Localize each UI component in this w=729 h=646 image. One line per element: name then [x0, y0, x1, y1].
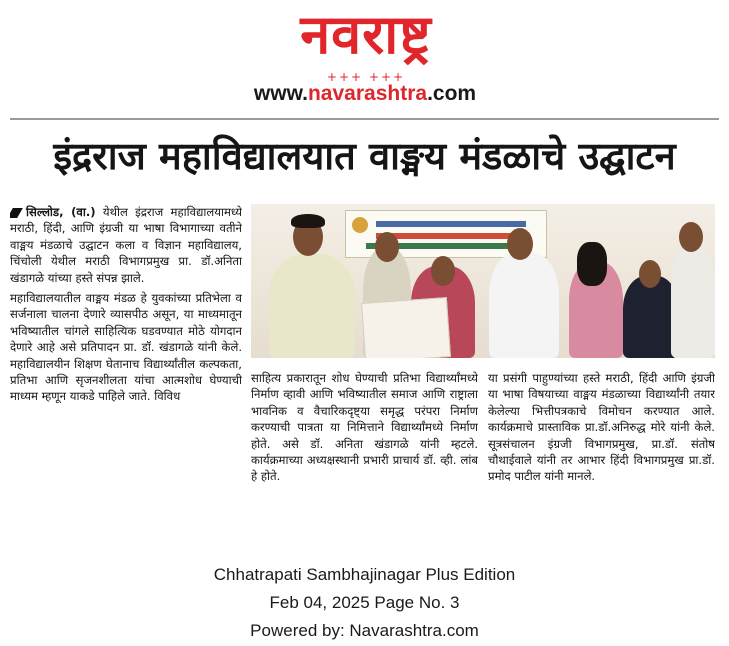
- article-column-3: या प्रसंगी पाहुण्यांच्या हस्ते मराठी, हिंदी आणि इंग्रजी या भाषा विषयाच्या वाङ्मय मंडळाच्या विद्यार्थ्यांनी तयार केलेल्या भित्तीपत्रकाचे विमोचन करण्यात आले. कार्यक्रमाचे प्रास्ताविक प्रा.डॉ.अनिरुद्ध मोरे यांनी केले. सूत्रसंचालन इंग्रजी विभागप्रमुख, प्रा.डॉ. संतोष चौथाईवाले यांनी तर आभार हिंदी विभागप्रमुख प्रा.डॉ. प्रमोद पाटील यांनी मानले.: [488, 371, 715, 484]
- newspaper-logo: नवराष्ट्र: [300, 3, 432, 66]
- photo-head-4: [507, 228, 533, 260]
- site-url-suffix: .com: [427, 82, 477, 105]
- photo-person-1: [269, 254, 355, 358]
- photo-person-4: [489, 252, 559, 358]
- dateline: सिल्लोड, (वा.): [26, 205, 96, 219]
- dateline-marker-icon: [10, 208, 23, 218]
- logo-ornament: +++ +++: [326, 70, 406, 84]
- article-headline: इंद्रराज महाविद्यालयात वाङ्मय मंडळाचे उद्घाटन: [53, 134, 676, 178]
- photo-person-7: [671, 240, 715, 358]
- site-url-domain: navarashtra: [307, 82, 428, 105]
- article-column-2: साहित्य प्रकारातून शोध घेण्याची प्रतिभा विद्यार्थ्यांमध्ये निर्माण व्हावी आणि भविष्यातील समाज आणि राष्ट्राला भावनिक व वैचारिकदृष्ट्या समृद्ध परंपरा निर्माण करण्याची पात्रता या निमित्ताने विद्यार्थ्यांमध्ये निर्माण होते. असे डॉ. अनिता खंडागळे यांनी म्हटले. कार्यक्रमाच्या अध्यक्षस्थानी प्रभारी प्राचार्य डॉ. व्ही. लांब हे होते.: [251, 371, 478, 484]
- photo-hair-1: [291, 214, 325, 228]
- photo-head-6: [639, 260, 661, 288]
- article-paragraph-1: [10, 204, 242, 286]
- edition-label: Chhatrapati Sambhajinagar Plus Edition: [213, 565, 516, 584]
- photo-head-2: [375, 232, 399, 262]
- site-url-prefix: www.: [253, 82, 308, 105]
- headline-divider: [10, 118, 719, 120]
- photo-head-3: [431, 256, 455, 286]
- date-page-label: Feb 04, 2025 Page No. 3: [269, 593, 460, 612]
- photo-head-7: [679, 222, 703, 252]
- masthead: [0, 0, 729, 112]
- powered-by-link[interactable]: Powered by: Navarashtra.com: [250, 621, 479, 640]
- site-url[interactable]: [200, 82, 530, 106]
- paragraph-1-text: येथील इंद्रराज महाविद्यालयामध्ये मराठी, हिंदी, आणि इंग्रजी या भाषा विभागाच्या वतीने वाङ्मय मंडळाचे उद्घाटन कला व विज्ञान महाविद्यालय, चिंचोली येथील मराठी विभागप्रमुख प्रा. डॉ.अनिता खंडागळे यांच्या हस्ते संपन्न झाले.: [10, 205, 242, 285]
- article-paragraph-2: महाविद्यालयातील वाङ्मय मंडळ हे युवकांच्या प्रतिभेला व सर्जनाला चालना देणारे व्यासपीठ असून, या माध्यमातून भविष्यातील चांगले साहित्यिक घडवण्यात मोठे योगदान देणारे आहे असे प्रतिपादन प्रा. डॉ. खंडागळे यांनी केले. महाविद्यालयीन शिक्षण घेतानाच विद्यार्थ्यांतील कल्पकता, प्रतिभा आणि सृजनशीलता यांचा आत्मशोध घेण्याची माध्यम म्हणून याकडे पाहिले जाते. विविध: [10, 291, 242, 404]
- photo-hair-5: [577, 242, 607, 286]
- wall-magazine-poster: [361, 297, 451, 358]
- article-column-1: [10, 204, 242, 548]
- event-photo: [251, 204, 715, 358]
